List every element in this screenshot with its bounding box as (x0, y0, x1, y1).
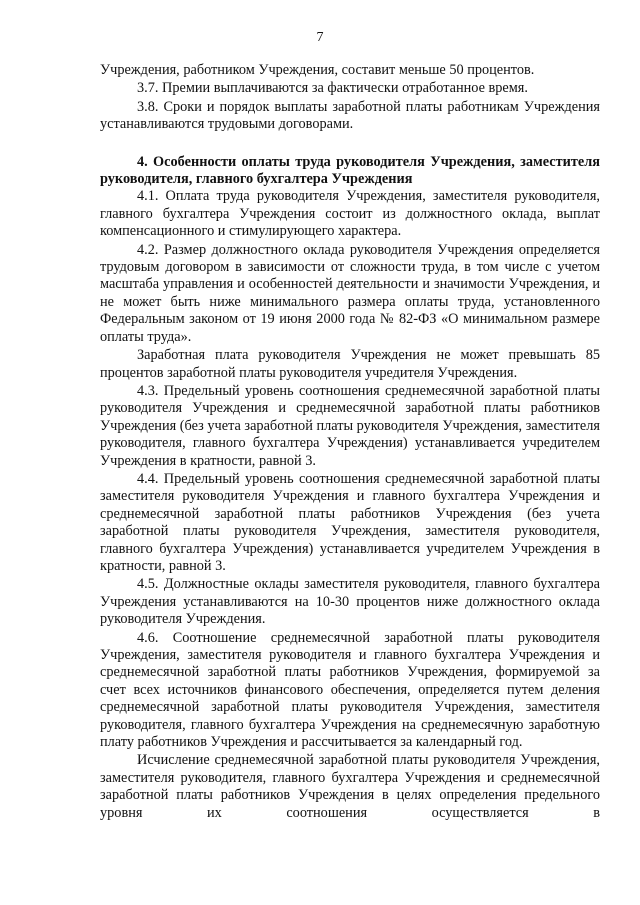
paragraph-4-2: 4.2. Размер должностного оклада руководителя Учреждения определяется трудовым договором в зависимости от сложности труда, в том числе с учетом масштаба управления и особенностей деятельности и значимости Учреждения, и не может быть ниже минимального размера оплаты труда, установленного Федеральным законом от 19 июня 2000 года № 82-ФЗ «О минимальном размере оплаты труда». (100, 241, 600, 345)
paragraph-4-3: 4.3. Предельный уровень соотношения среднемесячной заработной платы руководителя Учреждения и среднемесячной заработной платы работников Учреждения (без учета заработной платы руководителя Учреждения, заместителя руководителя, главного бухгалтера Учреждения) устанавливается учредителем Учреждения в кратности, равной 3. (100, 382, 600, 469)
section-heading: 4. Особенности оплаты труда руководителя Учреждения, заместителя руководителя, главного бухгалтера Учреждения (100, 153, 600, 188)
paragraph-4-6: 4.6. Соотношение среднемесячной заработной платы руководителя Учреждения, заместителя руководителя и главного бухгалтера Учреждения и среднемесячной заработной платы работников Учреждения, формируемой за счет всех источников финансового обеспечения, определяется путем деления среднемесячной заработной платы руководителя Учреждения, заместителя руководителя, главного бухгалтера Учреждения на среднемесячную заработную плату работников Учреждения и рассчитывается за календарный год. (100, 629, 600, 751)
paragraph-salary-limit: Заработная плата руководителя Учреждения не может превышать 85 процентов заработной платы руководителя учредителя Учреждения. (100, 347, 600, 381)
paragraph-4-1: 4.1. Оплата труда руководителя Учреждения, заместителя руководителя, главного бухгалтера Учреждения состоит из должностного оклада, выплат компенсационного и стимулирующего характера. (100, 188, 600, 240)
page-number: 7 (316, 30, 324, 45)
paragraph-4-4: 4.4. Предельный уровень соотношения среднемесячной заработной платы заместителя руководителя Учреждения и главного бухгалтера Учреждения и среднемесячной заработной платы работников Учреждения (без учета заработной платы руководителя Учреждения, заместителя руководителя, главного бухгалтера Учреждения) устанавливается учредителем Учреждения в кратности, равной 3. (100, 470, 600, 574)
paragraph-3-7: 3.7. Премии выплачиваются за фактически отработанное время. (137, 80, 528, 97)
paragraph-calculation: Исчисление среднемесячной заработной платы руководителя Учреждения, заместителя руководителя, главного бухгалтера Учреждения и среднемесячной заработной платы работников Учреждения в целях определения предельного уровня их соотношения осуществляется в (100, 752, 600, 821)
paragraph-3-8: 3.8. Сроки и порядок выплаты заработной платы работникам Учреждения устанавливаются трудовыми договорами. (100, 98, 600, 133)
paragraph-4-5: 4.5. Должностные оклады заместителя руководителя, главного бухгалтера Учреждения устанавливаются на 10-30 процентов ниже должностного оклада руководителя Учреждения. (100, 576, 600, 628)
document-body (100, 62, 600, 822)
paragraph-continuation: Учреждения, работником Учреждения, составит меньше 50 процентов. (100, 62, 535, 78)
